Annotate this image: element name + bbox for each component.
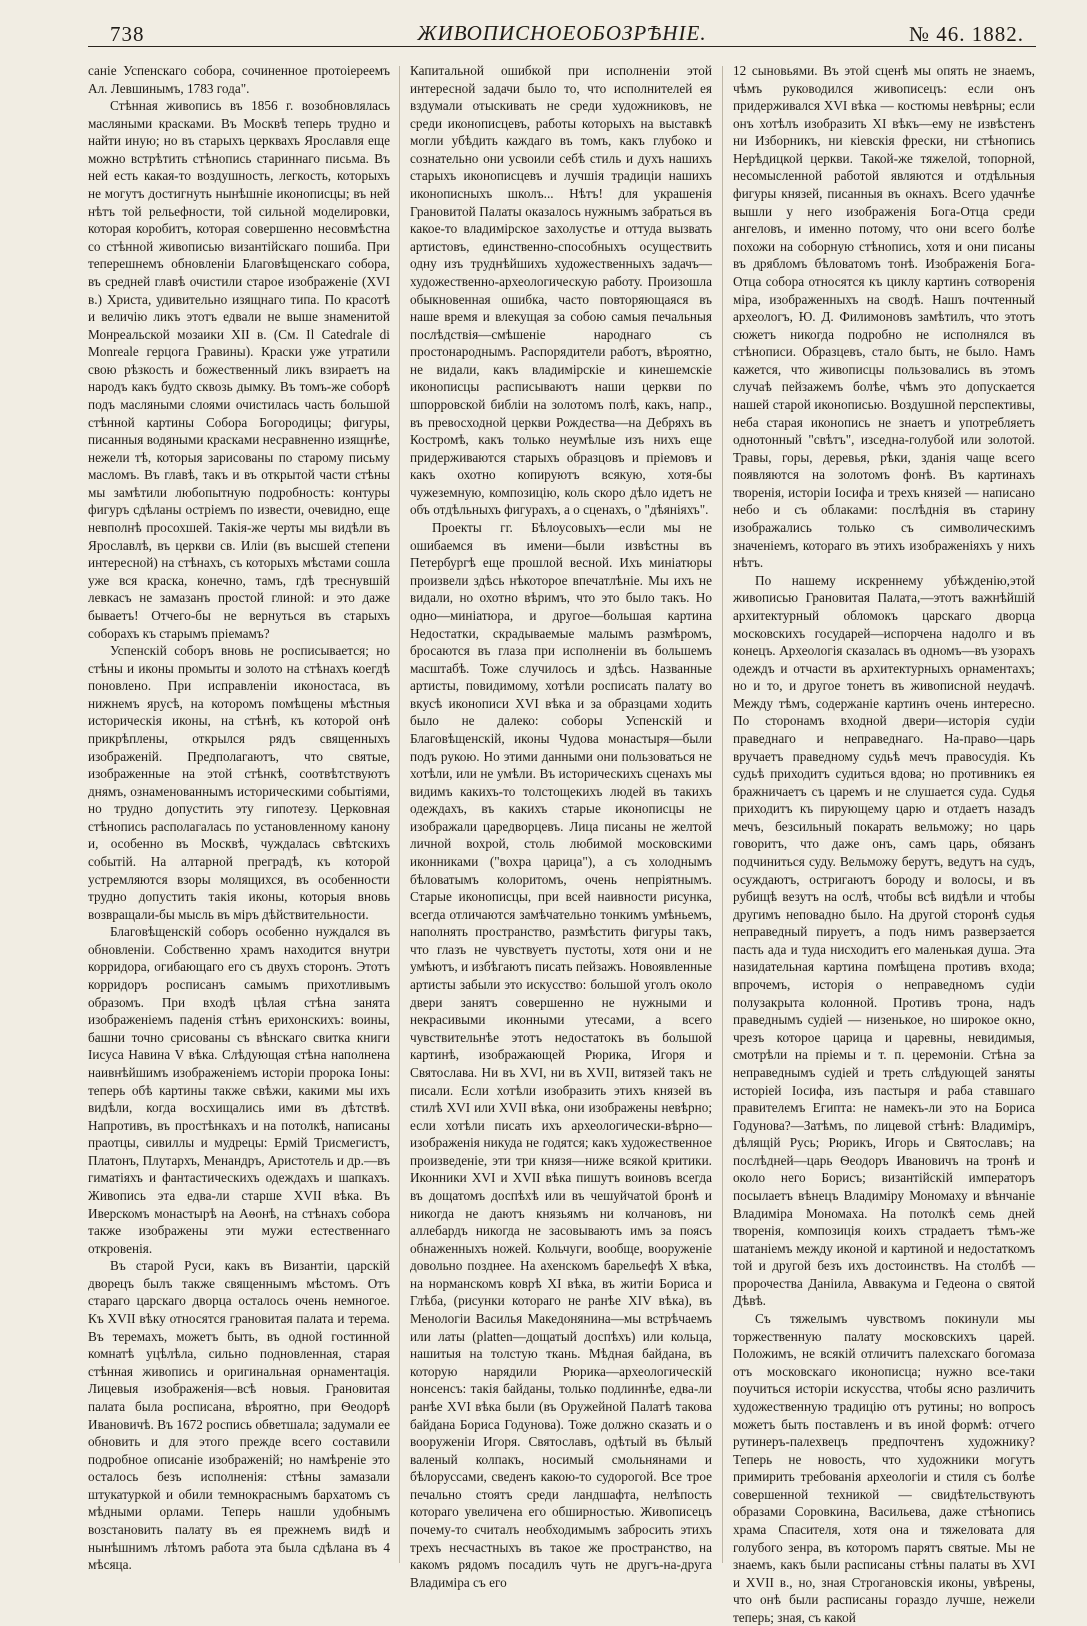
paragraph: Капитальной ошибкой при исполненіи этой интересной задачи было то, что исполнителей ея вздумали отыскивать не среди художниковъ, не среди иконописцевъ, работы которыхъ на выставкѣ могли убѣдить каждаго въ томъ, какъ глубоко и сознательно они усвоили себѣ стиль и духъ нашихъ старыхъ иконописцевъ и лучшія традиціи нашихъ иконописныхъ школъ... Нѣтъ! для украшенія Грановитой Палаты оказалось нужнымъ забраться въ какое-то владимірское захолустье и оттуда вызвать артистовъ, единственно-способныхъ осуществить одну изъ труднѣйшихъ художественныхъ задачъ—художественно-археологическую работу. Произошла обыкновенная ошибка, часто повторяющаяся въ наше время и влекущая за собою самыя печальныя послѣдствія—смѣшеніе народнаго съ простонароднымъ. Распорядители работъ, вѣроятно, не видали, какъ владимірскіе и кинешемскіе иконописцы расписываютъ наши церкви по шпорровской библіи на золотомъ полѣ, какъ, напр., въ превосходной церкви Рождества—на Дебряхъ въ Костромѣ, какъ только неумѣлые изъ нихъ еще придерживаются старыхъ образцовъ и пріемовъ и какъ охотно копируютъ всякую, хотя-бы чужеземную, композицію, коль скоро дѣло идетъ не объ отдѣльныхъ фигурахъ, а о сценахъ, о "дѣяніяхъ". — [410, 63, 712, 518]
page-number: 738 — [110, 22, 145, 46]
issue-number: № 46. 1882. — [908, 22, 1024, 46]
header-rule — [88, 46, 1036, 47]
column-divider — [399, 66, 400, 1563]
paragraph: Успенскій соборъ вновь не росписывается; но стѣны и иконы промыты и золото на стѣнахъ коегдѣ поновлено. При исправленіи иконостаса, въ нижнемъ ярусѣ, на которомъ помѣщены мѣстныя историческія иконы, на стѣнѣ, къ которой онѣ прикрѣплены, открылся рядъ священныхъ изображеній. Предполагаютъ, что святые, изображенные на этой стѣнкѣ, соотвѣтствуютъ днямъ, ознаменованнымъ историческими событіями, но трудно допустить эту гипотезу. Церковная стѣнопись располагалась по установленному канону и, особенно въ Москвѣ, чуждалась свѣтскихъ событій. На алтарной преградѣ, къ которой устремляются взоры молящихся, въ особенности трудно допустить такія иконы, которыя вновь возвращали-бы мысль въ міръ дѣйствительности. — [88, 643, 390, 922]
paragraph: 12 сыновьями. Въ этой сценѣ мы опять не знаемъ, чѣмъ руководился живописецъ: если онъ придерживался XVI вѣка — костюмы невѣрны; если онъ хотѣлъ изобразить XI вѣкъ—ему не извѣстенъ ни Изборникъ, ни кіевскія фрески, ни стѣнопись Нерѣдицкой церкви. Такой-же тяжелой, топорной, несомысленной работой являются и отдѣльныя фигуры князей, писанныя въ окнахъ. Всего удачнѣе вышли у него изображенія Бога-Отца среди ангеловъ, и именно потому, что они всего болѣе похожи на соборную стѣнопись, хотя и они писаны въ дрябломъ бѣловатомъ тонѣ. Изображенія Бога-Отца собора относятся къ циклу картинъ сотворенія міра, изображенныхъ на сводѣ. Нашъ почтенный археологъ, Ю. Д. Филимоновъ замѣтилъ, что этотъ сюжетъ никогда подробно не исполнялся въ стѣнописи. Образцевъ, стало быть, не было. Намъ кажется, что живописцы пользовались въ этомъ случаѣ пейзажемъ болѣе, чѣмъ это допускается нашей старой иконописью. Воздушной перспективы, неба старая иконопись не знаетъ и употребляетъ однотонный "свѣтъ", изседна-голубой или золотой. Травы, горы, деревья, рѣки, зданія чаще всего появляются на золотомъ фонѣ. Въ картинахъ творенія, исторіи Іосифа и трехъ князей — написано небо и съ облаками: послѣднія въ старину изображались только съ символическимъ значеніемъ, котораго въ этихъ изображеніяхъ у нихъ нѣтъ. — [733, 63, 1035, 571]
paragraph: Проекты гг. Бѣлоусовыхъ—если мы не ошибаемся въ имени—были извѣстны въ Петербургѣ еще прошлой весной. Ихъ миніатюры произвели здѣсь нѣкоторое впечатлѣніе. Мы ихъ не видали, но охотно вѣримъ, что это было такъ. Но одно—миніатюра, и другое—большая картина Недостатки, скрадываемые малымъ размѣромъ, бросаются въ глаза при исполненіи въ большемъ масштабѣ. Тоже случилось и здѣсь. Названные артисты, повидимому, хотѣли росписать палату во вкусѣ иконописи XVI вѣка и за образцами ходить было не далеко: соборы Успенскій и Благовѣщенскій, иконы Чудова монастыря—были подъ рукою. Но этими данными они пользоваться не хотѣли, или не умѣли. Въ историческихъ сценахъ мы видимъ какихъ-то толстощекихъ людей въ такихъ одеждахъ, въ какихъ старые иконописцы не изображали царедворцевъ. Лица писаны не желтой личной вохрой, столь любимой московскими иконниками ("вохра царица"), а съ холоднымъ бѣловатымъ колоритомъ, очень непріятнымъ. Старые иконописцы, при всей наивности рисунка, всегда отличаются замѣчательно тонкимъ умѣньемъ, наполнять пространство, размѣстить фигуры такъ, что глазъ не чувствуетъ пустоты, хотя они и не умѣютъ, и избѣгаютъ писать пейзажъ. Новоявленные артисты забыли это искусство: большой уголъ около двери занятъ совершенно не нужными и некрасивыми иконными утесами, а всего чувствительнѣе этотъ недостатокъ въ большой картинѣ, изображающей Рюрика, Игоря и Святослава. Ни въ XVI, ни въ XVII, витязей такъ не писали. Если хотѣли изобразить этихъ князей въ стилѣ XVI или XVII вѣка, они изображены невѣрно; если хотѣли писать ихъ археологически-вѣрно—изображенія никуда не годятся; какъ художественное произведеніе, эти три князя—ниже всякой критики. Иконники XVI и XVII вѣка пишутъ воиновъ всегда въ дощатомъ доспѣхѣ или въ чешуйчатой бронѣ и никогда не даютъ князьямъ ни колчановъ, ни аллебардъ никогда не засовываютъ имъ за поясъ обнаженныхъ ножей. Кольчуги, вообще, вооруженіе довольно позднее. На ахенскомъ барельефѣ X вѣка, на норманскомъ коврѣ XI вѣка, въ житіи Бориса и Глѣба, (рисунки котораго не ранѣе XIV вѣка), въ Менологіи Василья Македонянина—мы встрѣчаемъ или латы (platten—дощатый доспѣхъ) или кольца, нашитыя на толстую ткань. Мѣдная байдана, въ которую нарядили Рюрика—археологическій нонсенсъ: такія байданы, только подлиннѣе, едва-ли ранѣе XVI вѣка были (въ Оружейной Палатѣ такова байдана Бориса Годунова). Тоже должно сказать и о вооруженіи Игоря. Святославъ, одѣтый въ бѣлый валеный колпакъ, носимый смольнянами и бѣлоруссами, сведенъ какою-то судорогой. Все трое печально стоятъ среди ландшафта, нелѣпость котораго увеличена его обширностью. Живописецъ почему-то считалъ необходимымъ забросить этихъ трехъ несчастныхъ въ такое же пространство, на какомъ рядомъ посадилъ чуть не другъ-на-друга Владиміра съ его — [410, 520, 712, 1590]
column-divider — [722, 66, 723, 1563]
paragraph: Въ старой Руси, какъ въ Византіи, царскій дворецъ былъ также священнымъ мѣстомъ. Отъ стараго царскаго дворца осталось очень немногое. Къ XVII вѣку относятся грановитая палата и терема. Въ теремахъ, можетъ быть, въ одной гостинной комнатѣ уцѣлѣла, сильно подновленная, старая стѣнная живопись и оригинальная орнаментація. Лицевыя изображенія—всѣ новыя. Грановитая палата была росписана, вѣроятно, при Ѳеодорѣ Ивановичѣ. Въ 1672 роспись обветшала; задумали ее обновить и для этого прежде всего составили подробное описаніе изображеній; но намѣреніе это осталось безъ исполненія: стѣны замазали штукатуркой и обили темнокраснымъ бархатомъ съ мѣдными орлами. Теперь нашли удобнымъ возстановить палату въ ея прежнемъ видѣ и нынѣшнимъ лѣтомъ работа эта была сдѣлана въ 4 мѣсяца. — [88, 1258, 390, 1573]
paragraph: саніе Успенскаго собора, сочиненное протоіереемъ Ал. Левшинымъ, 1783 года". — [88, 63, 390, 96]
paragraph: Стѣнная живопись въ 1856 г. возобновлялась масляными красками. Въ Москвѣ теперь трудно и найти иную; но въ старыхъ церквахъ Ярославля еще можно встрѣтить стѣнопись стариннаго письма. Въ ней есть какая-то воздушность, легкость, которыхъ не могутъ достигнуть нынѣшніе иконописцы; въ ней нѣтъ той рельефности, той сильной моделировки, которая коробитъ, которая совершенно несовмѣстна со стѣнной живописью византійскаго пошиба. При теперешнемъ обновленіи Благовѣщенскаго собора, въ средней главѣ очистили старое изображеніе (XVI в.) Христа, удивительно изящнаго типа. По красотѣ и величію ликъ этотъ едвали не выше знаменитой Монреальской мозаики XII в. (См. Il Catedrale di Monreale герцога Гравины). Краски уже утратили свою рѣзкость и божественный ликъ взираетъ на народъ какъ будто сквозь дымку. Въ томъ-же соборѣ подъ масляными слоями очистилась часть большой стѣнной картины Собора Богородицы; фигуры, писанныя водяными красками несравненно изящнѣе, нежели тѣ, которыя зарисованы по старому письму масломъ. Въ главѣ, такъ и въ открытой части стѣны мы замѣтили любопытную подробность: контуры фигуръ сдѣланы острiемъ по извести, очевидно, еще невполнѣ просохшей. Такія-же черты мы видѣли въ Ярославлѣ, въ церкви св. Иліи (въ высшей степени интересной) на стѣнахъ, съ которыхъ мѣстами сошла уже вся краска, конечно, тамъ, гдѣ треснувшій левкасъ не замазанъ простой глиной: и это даже бываетъ! Отчего-бы не вернуться въ старыхъ соборахъ къ старымъ пріемамъ? — [88, 98, 390, 641]
journal-title: ЖИВОПИСНОЕОБОЗРѢНІЕ. — [417, 21, 707, 45]
text-column-1 — [88, 62, 390, 1573]
text-column-2 — [410, 62, 712, 1590]
text-column-3 — [733, 62, 1035, 1625]
paragraph: По нашему искреннему убѣжденію,этой живописью Грановитая Палата,—этотъ важнѣйшій архитектурный обломокъ царскаго дворца московскихъ государей—испорчена надолго и въ конецъ. Археологія сказалась въ одномъ—въ узорахъ одеждъ и отчасти въ архитектурныхъ орнаментахъ; но и то, и другое тонетъ въ живописной неудачѣ. Между тѣмъ, содержаніе картинъ очень интересно. По сторонамъ входной двери—исторія судіи праведнаго и неправеднаго. На-право—царь вручаетъ праведному судьѣ мечъ правосудія. Къ судьѣ приходитъ судиться вдова; но противникъ ея бражничаетъ съ царемъ и не слушается суда. Судья приходитъ къ пирующему царю и отдаетъ назадъ мечъ, безсильный покарать вельможу; но царь говоритъ, что даже онъ, самъ царь, обязанъ подчиниться суду. Вельможу берутъ, ведутъ на судъ, осуждаютъ, остригаютъ бороду и волосы, и въ рубищѣ везутъ на ослѣ, чтобы всѣ видѣли и чтобы другимъ неповадно было. На другой сторонѣ судья неправедный пируетъ, а подъ нимъ разверзается пасть ада и туда нисходитъ его маленькая душа. Эта назидательная картина помѣщена противъ входа; впрочемъ, исторія о неправедномъ судіи полузакрыта колонной. Противъ трона, надъ праведнымъ судіей — низенькое, но широкое окно, чрезъ которое царица и царевны, невидимыя, смотрѣли на пріемы и т. п. церемоніи. Стѣна за неправеднымъ судіей и треть слѣдующей заняты исторіей Іосифа, изъ пастыря и раба ставшаго правителемъ Египта: не намекъ-ли это на Бориса Годунова?—Затѣмъ, по лицевой стѣнѣ: Владиміръ, дѣлящій Русь; Рюрикъ, Игорь и Святославъ; на послѣдней—царь Ѳеодоръ Ивановичъ на тронѣ и около него Борисъ; византійскій императоръ посылаетъ вѣнецъ Владиміру Мономаху и вѣнчаніе Владиміра Мономаха. На потолкѣ семь дней творенія, композиція коихъ страдаетъ тѣмъ-же шатаніемъ между иконой и картиной и недостаткомъ той и другой безъ ихъ достоинствъ. На столбѣ — пророчества Даніила, Аввакума и Гедеона о святой Дѣвѣ. — [733, 572, 1035, 1309]
paragraph: Благовѣщенскій соборъ особенно нуждался въ обновленіи. Собственно храмъ находится внутри корридора, огибающаго его съ двухъ сторонъ. Этотъ корридоръ росписанъ самымъ прихотливымъ образомъ. При входѣ цѣлая стѣна занята изображеніемъ паденія стѣнъ ерихонскихъ: воины, башни точно срисованы съ вѣнскаго свитка книги Іисуса Навина V вѣка. Слѣдующая стѣна наполнена наивнѣйшимъ изображеніемъ исторіи пророка Іоны: теперь обѣ картины также свѣжи, какими мы ихъ видѣли, когда восхищались ими въ дѣтствѣ. Напротивъ, въ простѣнкахъ и на потолкѣ, написаны праотцы, сивиллы и мудрецы: Ермій Трисмегистъ, Платонъ, Плутархъ, Менандръ, Аристотель и др.—въ гиматіяхъ и фантастическихъ одеждахъ и шапкахъ. Живопись эта едва-ли старше XVII вѣка. Въ Иверскомъ монастырѣ на Аѳонѣ, на стѣнахъ собора также изображены эти мужи естественнаго откровенія. — [88, 924, 390, 1256]
paragraph: Съ тяжелымъ чувствомъ покинули мы торжественную палату московскихъ царей. Положимъ, не всякій отличитъ палехскаго богомаза отъ московскаго иконописца; нужно все-таки поучиться исторіи искусства, чтобы ясно различить художественную традицію отъ рутины; но вопросъ можетъ быть поставленъ и въ иной формѣ: отчего рутинеръ-палехвецъ предпочтенъ художнику? Теперь не новость, что художники могутъ примирить требованія археологіи и стиля съ болѣе совершенной техникой — свидѣтельствуютъ образами Соровкина, Васильева, даже стѣнопись храма Спасителя, хотя она и тяжеловата для голубого зенра, въ которомъ парятъ святые. Мы не знаемъ, какъ были расписаны стѣны палаты въ XVI и XVII в., но, зная Строгановскія иконы, увѣрены, что онѣ были расписаны гораздо лучше, нежели теперь; зная, съ какой — [733, 1311, 1035, 1625]
